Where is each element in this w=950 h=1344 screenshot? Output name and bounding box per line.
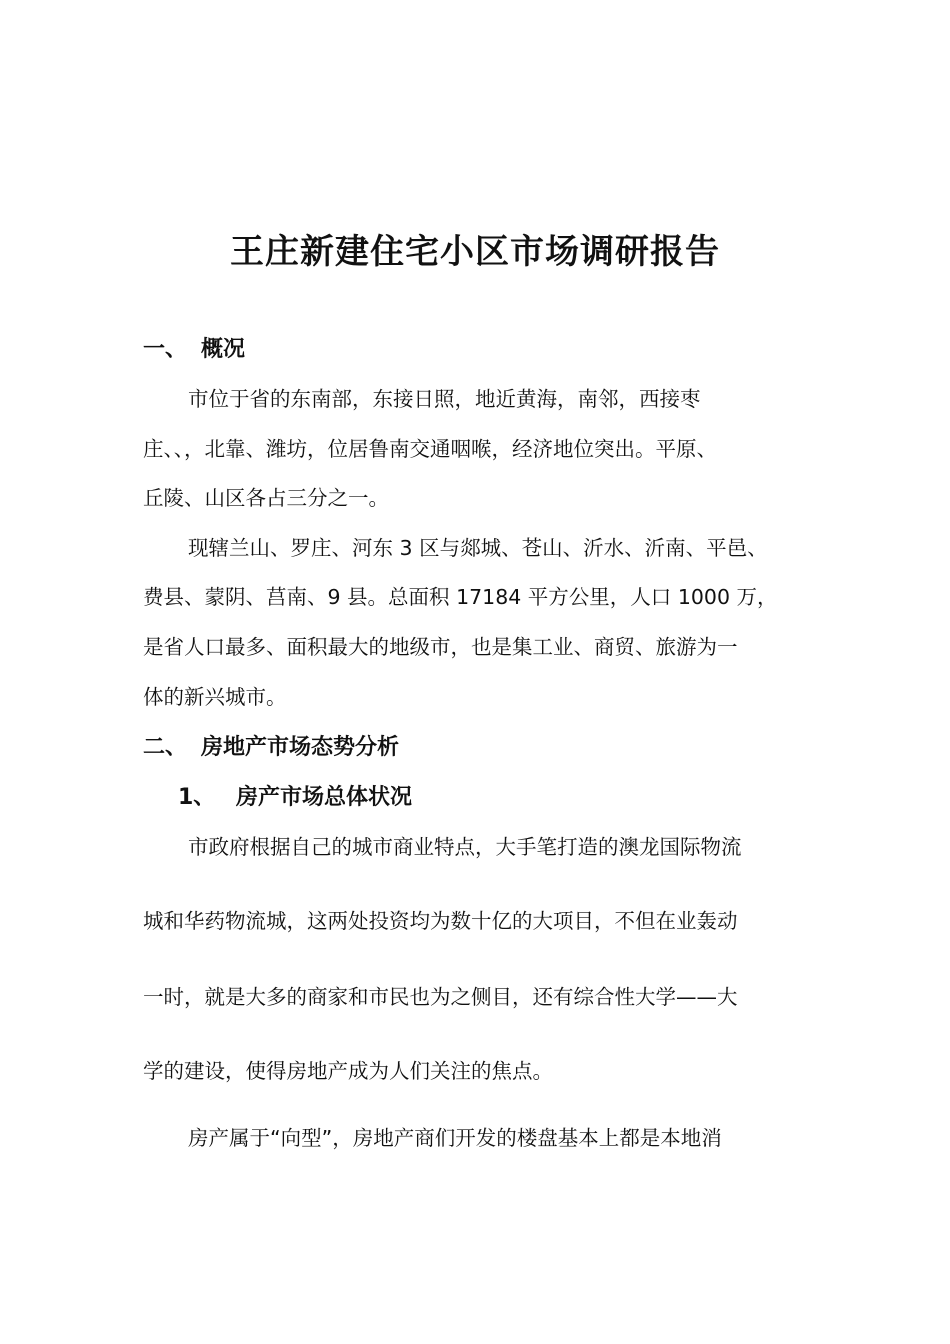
paragraph-line: 费县、蒙阴、莒南、9 县。总面积 17184 平方公里，人口 1000 万， (143, 585, 778, 609)
subsection-number: 1、 (178, 785, 216, 810)
paragraph-line: 学的建设，使得房地产成为人们关注的焦点。 (143, 1059, 553, 1083)
section-title: 房地产市场态势分析 (201, 735, 400, 760)
paragraph-line: 丘陵、山区各占三分之一。 (143, 486, 389, 510)
paragraph-line: 体的新兴城市。 (143, 685, 287, 709)
subsection-title: 房产市场总体状况 (236, 785, 413, 810)
section-number: 二、 (143, 735, 188, 760)
paragraph-line: 市政府根据自己的城市商业特点，大手笔打造的澳龙国际物流 (188, 835, 742, 859)
section-heading-market-analysis (143, 732, 399, 764)
paragraph-line: 城和华药物流城，这两处投资均为数十亿的大项目，不但在业轰动 (143, 909, 738, 933)
section-number: 一、 (143, 337, 188, 362)
subsection-heading-overall-status (178, 782, 412, 814)
section-title: 概况 (201, 337, 246, 362)
paragraph-line: 市位于省的东南部，东接日照，地近黄海，南邻，西接枣 (188, 387, 701, 411)
section-heading-overview (143, 334, 245, 366)
paragraph-line: 现辖兰山、罗庄、河东 3 区与郯城、苍山、沂水、沂南、平邑、 (188, 536, 768, 560)
paragraph-line: 是省人口最多、面积最大的地级市，也是集工业、商贸、旅游为一 (143, 635, 738, 659)
paragraph-line: 房产属于“向型”，房地产商们开发的楼盘基本上都是本地消 (188, 1126, 722, 1150)
paragraph-line: 一时，就是大多的商家和市民也为之侧目，还有综合性大学——大 (143, 985, 738, 1009)
paragraph-line: 庄、、，北靠、潍坊，位居鲁南交通咽喉，经济地位突出。平原、 (143, 437, 717, 461)
document-title: 王庄新建住宅小区市场调研报告 (230, 232, 720, 272)
